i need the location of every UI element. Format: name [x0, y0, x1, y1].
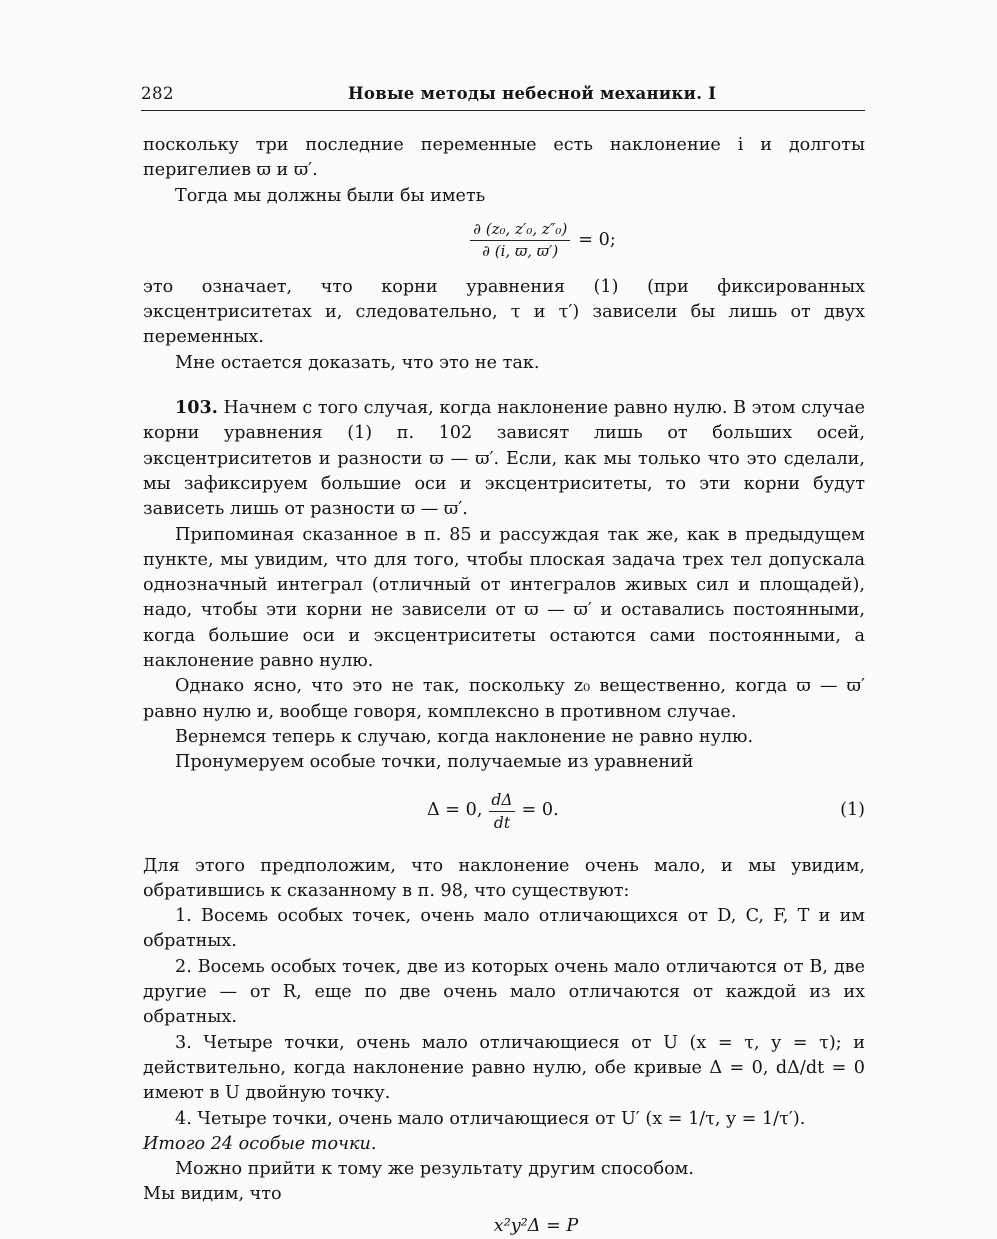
header-rule	[141, 110, 865, 111]
paragraph: Мы видим, что	[143, 1184, 282, 1205]
jacobian-numerator: ∂ (z₀, z′₀, z″₀)	[470, 220, 570, 241]
section-number: 103.	[175, 397, 218, 419]
jacobian-denominator: ∂ (i, ϖ, ϖ′)	[482, 241, 559, 260]
section-text: Начнем с того случая, когда наклонение равно нулю. В этом случае корни уравнения (1) п. 102 зависят лишь от больших осей, эксцентриситетов и разности ϖ — ϖ′. Если, как мы только что это сделали, мы зафиксируем большие оси и эксцентриситеты, то эти корни будут зависеть лишь от разности ϖ — ϖ′.	[143, 398, 865, 520]
delta-numerator: dΔ	[489, 790, 514, 812]
jacobian-equation	[221, 220, 865, 261]
equation-1-content	[427, 790, 559, 833]
final-equation	[207, 1214, 865, 1239]
section-paragraph	[143, 395, 865, 522]
paragraph: Пронумеруем особые точки, получаемые из уравнений	[175, 752, 694, 773]
paragraph: поскольку три последние переменные есть наклонение i и долготы перигелиев ϖ и ϖ′.	[143, 135, 865, 181]
final-equation-text: x²y²Δ = P	[493, 1215, 579, 1236]
paragraph: Припоминая сказанное в п. 85 и рассуждая так же, как в предыдущем пункте, мы увидим, что для того, чтобы плоская задача трех тел допускала однозначный интеграл (отличный от интегралов живых сил и площадей), надо, чтобы эти корни не зависели от ϖ — ϖ′ и оставались постоянными, когда большие оси и эксцентриситеты остаются сами постоянными, а наклонение равно нулю.	[143, 524, 865, 672]
paragraph: Тогда мы должны были бы иметь	[175, 185, 486, 206]
list-item: 3. Четыре точки, очень мало отличающиеся от U (x = τ, y = τ); и действительно, когда наклонение равно нулю, обе кривые Δ = 0, dΔ/dt = 0 имеют в U двойную точку.	[143, 1032, 865, 1104]
summary-text: Итого 24 особые точки.	[143, 1133, 377, 1154]
paragraph: Однако ясно, что это не так, поскольку z₀ вещественно, когда ϖ — ϖ′ равно нулю и, вообще говоря, комплексно в противном случае.	[143, 676, 865, 722]
jacobian-rhs: = 0;	[578, 229, 616, 250]
paragraph: Вернемся теперь к случаю, когда наклонение не равно нулю.	[175, 726, 754, 747]
page-header	[141, 84, 865, 110]
page-number: 282	[141, 84, 174, 103]
paragraph: Для этого предположим, что наклонение очень мало, и мы увидим, обратившись к сказанному в п. 98, что существуют:	[143, 855, 865, 901]
equation-1	[143, 784, 865, 842]
running-title: Новые методы небесной механики. I	[348, 84, 717, 103]
delta-denominator: dt	[493, 813, 511, 832]
equation-label: (1)	[840, 799, 865, 820]
delta-rhs: = 0.	[521, 800, 559, 821]
delta-fraction	[489, 790, 514, 833]
list-item: 2. Восемь особых точек, две из которых очень мало отличаются от B, две другие — от R, еще по две очень мало отличаются от каждой из их обратных.	[143, 956, 865, 1028]
page-body	[143, 133, 865, 1239]
jacobian-fraction	[470, 220, 570, 261]
paragraph: Можно прийти к тому же результату другим способом.	[175, 1159, 694, 1180]
list-item: 4. Четыре точки, очень мало отличающиеся от U′ (x = 1/τ, y = 1/τ′).	[175, 1108, 806, 1129]
paragraph: Мне остается доказать, что это не так.	[175, 352, 540, 373]
paragraph: это означает, что корни уравнения (1) (при фиксированных эксцентриситетах и, следовательно, τ и τ′) зависели бы лишь от двух переменных.	[143, 276, 865, 348]
list-item: 1. Восемь особых точек, очень мало отличающихся от D, C, F, T и им обратных.	[143, 906, 865, 952]
summary-line	[143, 1132, 865, 1157]
delta-lhs: Δ = 0,	[427, 800, 483, 821]
